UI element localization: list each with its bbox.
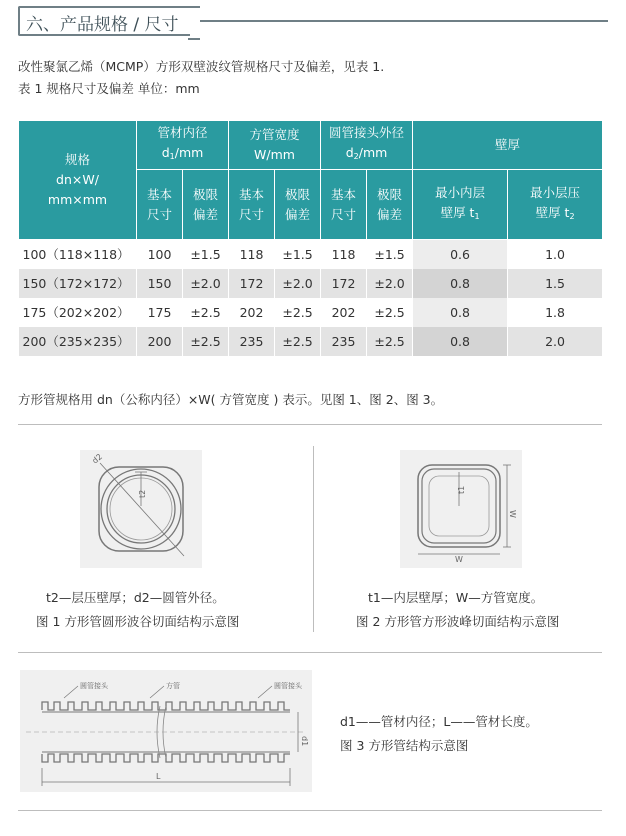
divider: [18, 652, 602, 653]
section-header: [18, 6, 608, 36]
label-square-pipe: 方管: [166, 682, 180, 690]
figure-1-caption: 图 1 方形管圆形波谷切面结构示意图: [36, 614, 240, 629]
table-row: 100（118×118） 100 ±1.5 118 ±1.5 118 ±1.5 0.6 1.0: [19, 240, 603, 269]
table-row: 175（202×202） 175 ±2.5 202 ±2.5 202 ±2.5 0.8 1.8: [19, 298, 603, 327]
section-rule: [200, 20, 608, 22]
table-row: 150（172×172） 150 ±2.0 172 ±2.0 172 ±2.0 0.8 1.5: [19, 269, 603, 298]
round-trough-section-diagram: [80, 450, 202, 568]
figure-3-drawing: [20, 670, 312, 792]
header-limit-2: 极限 偏差: [275, 170, 321, 240]
figure-1-drawing: [80, 450, 202, 568]
header-wall-thickness: 壁厚: [413, 121, 603, 170]
header-min-press-wall: 最小层压 壁厚 $t_2$: [508, 170, 603, 240]
header-limit-1: 极限 偏差: [183, 170, 229, 240]
header-min-inner-wall: 最小内层 壁厚 $t_1$: [413, 170, 508, 240]
header-inner-diameter: 管材内径 $d_1/mm$: [137, 121, 229, 170]
figure-2-legend: t1—内层壁厚；W—方管宽度。: [368, 590, 544, 605]
pipe-structure-diagram: [20, 670, 312, 792]
spec-table: [18, 120, 603, 356]
figure-2-drawing: [400, 450, 522, 568]
label-t2: t2: [138, 489, 147, 498]
divider: [18, 424, 602, 425]
header-square-width: 方管宽度 W/mm: [229, 121, 321, 170]
header-basic-2: 基本 尺寸: [229, 170, 275, 240]
table-row: 200（235×235） 200 ±2.5 235 ±2.5 235 ±2.5 0.8 2.0: [19, 327, 603, 356]
label-w-side: W: [508, 510, 517, 518]
label-joint-right: 圆管接头: [274, 682, 302, 690]
header-joint-outer-diameter: 圆管接头外径 $d_2/mm$: [321, 121, 413, 170]
spec-notation-text: 方形管规格用 dn（公称内径）×W( 方管宽度 ) 表示。见图 1、图 2、图 3。: [18, 392, 444, 407]
figure-1-legend: t2—层压壁厚；d2—圆管外径。: [46, 590, 225, 605]
figure-2-caption: 图 2 方形管方形波峰切面结构示意图: [356, 614, 560, 629]
table-caption: 表 1 规格尺寸及偏差 单位：mm: [18, 81, 200, 96]
label-L: L: [156, 772, 161, 781]
section-title: 六、产品规格 / 尺寸: [26, 15, 179, 35]
header-basic-1: 基本 尺寸: [137, 170, 183, 240]
label-w-bottom: W: [455, 555, 463, 564]
figure-3-legend: d1——管材内径；L——管材长度。: [340, 714, 538, 729]
header-basic-3: 基本 尺寸: [321, 170, 367, 240]
label-joint-left: 圆管接头: [80, 682, 108, 690]
label-d1: d1: [300, 736, 309, 747]
intro-line-1: 改性聚氯乙烯（MCMP）方形双壁波纹管规格尺寸及偏差，见表 1.: [18, 59, 385, 74]
intro-text: [18, 56, 384, 100]
label-t1: t1: [457, 485, 466, 494]
label-d2: d2: [90, 452, 105, 466]
header-limit-3: 极限 偏差: [367, 170, 413, 240]
figure-3-caption: 图 3 方形管结构示意图: [340, 738, 469, 753]
figure-divider: [313, 446, 314, 632]
divider: [18, 810, 602, 811]
header-spec: 规格 dn×W/ mm×mm: [19, 121, 137, 240]
square-crest-section-diagram: [400, 450, 522, 568]
